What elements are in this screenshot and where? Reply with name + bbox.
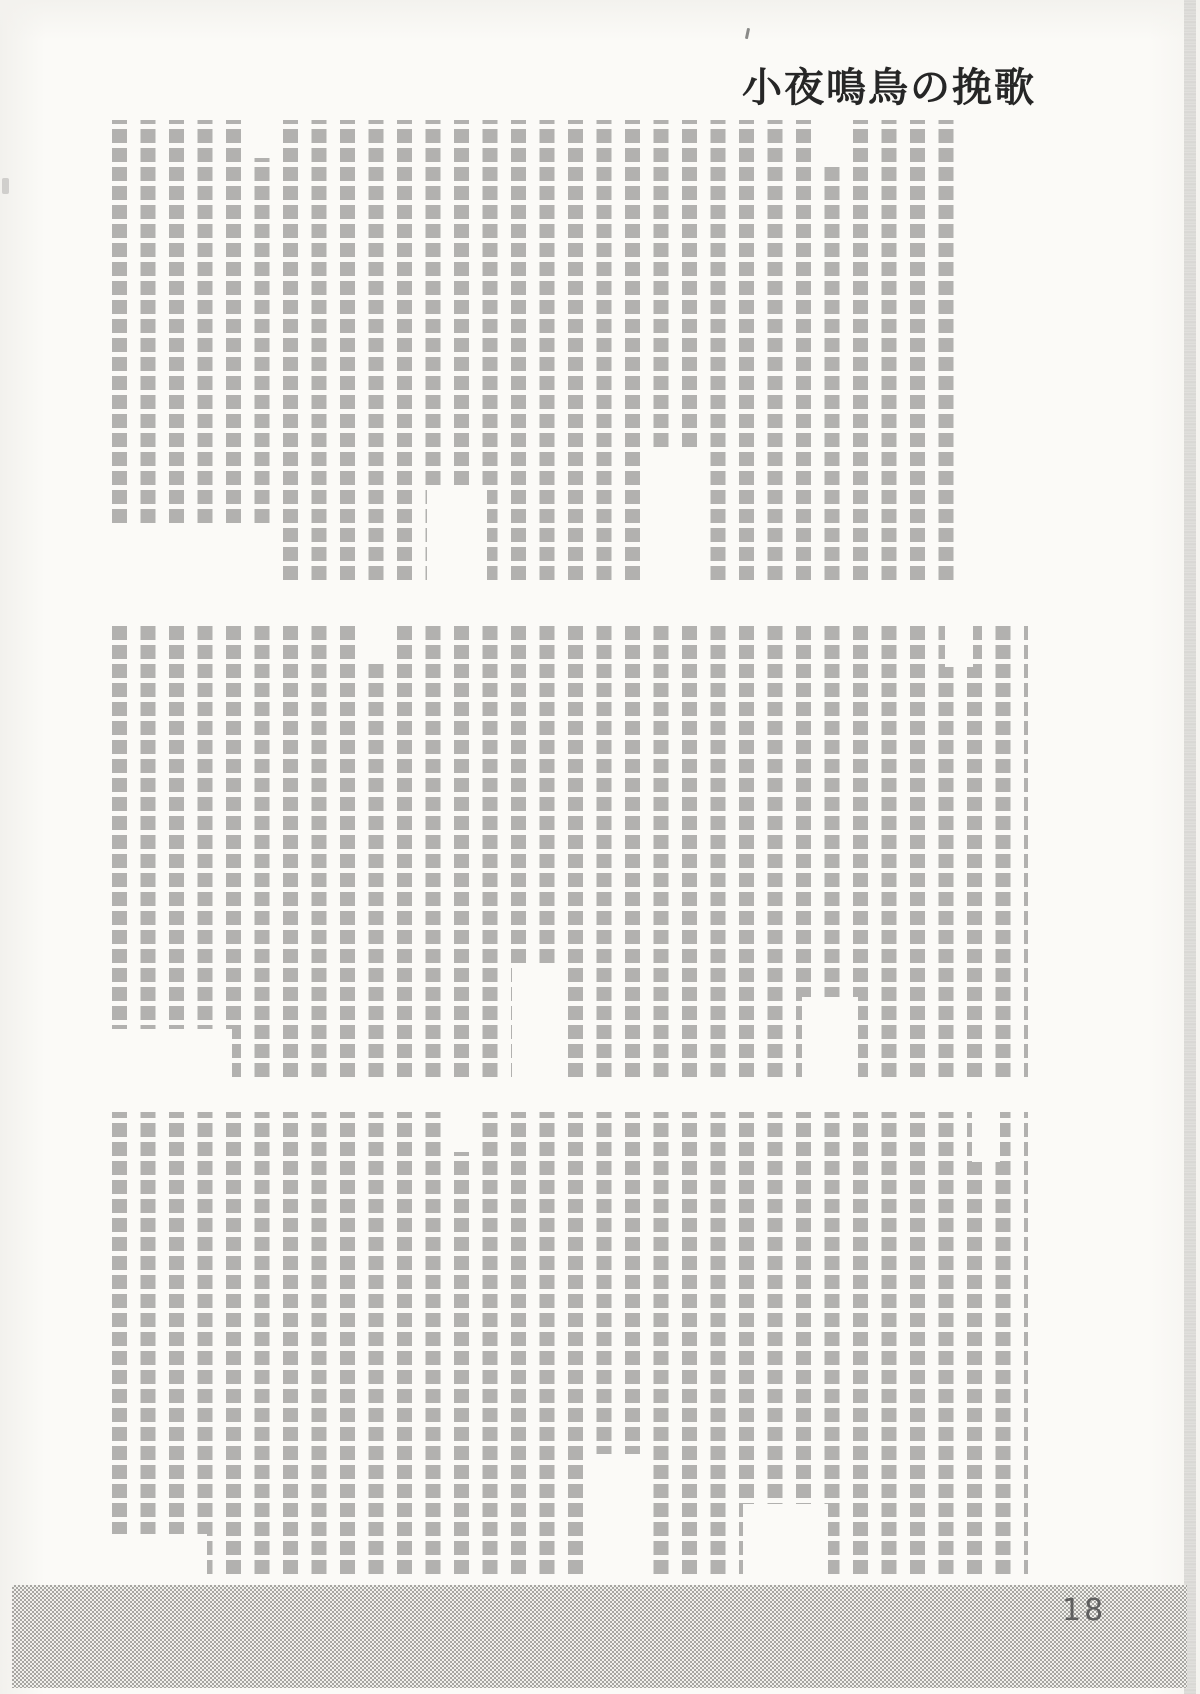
- column-indent: [972, 1112, 1000, 1162]
- scan-top-shade: [0, 0, 1200, 40]
- column-gap: [427, 485, 487, 580]
- story-title: 小夜鳴鳥の挽歌: [742, 65, 1036, 111]
- column-gap: [743, 1504, 828, 1574]
- column-gap: [592, 1454, 648, 1574]
- column-indent: [822, 120, 850, 166]
- column-gap: [112, 1534, 207, 1574]
- column-indent: [945, 625, 973, 667]
- scanner-edge-strip: [1184, 0, 1196, 1694]
- text-block-1-redacted: [112, 120, 965, 580]
- column-indent: [252, 120, 280, 158]
- column-gap: [112, 525, 282, 580]
- column-gap: [512, 967, 568, 1077]
- halftone-footer-band: [12, 1585, 1187, 1688]
- column-gap: [112, 1029, 232, 1077]
- page-number: 18: [1062, 1593, 1107, 1628]
- column-gap: [802, 997, 858, 1077]
- scan-artifact-smudge: [2, 178, 9, 194]
- column-indent: [367, 625, 395, 661]
- column-indent: [452, 1112, 480, 1152]
- column-gap: [652, 450, 710, 580]
- text-block-3-redacted: [112, 1112, 1028, 1574]
- text-block-2-redacted: [112, 625, 1028, 1077]
